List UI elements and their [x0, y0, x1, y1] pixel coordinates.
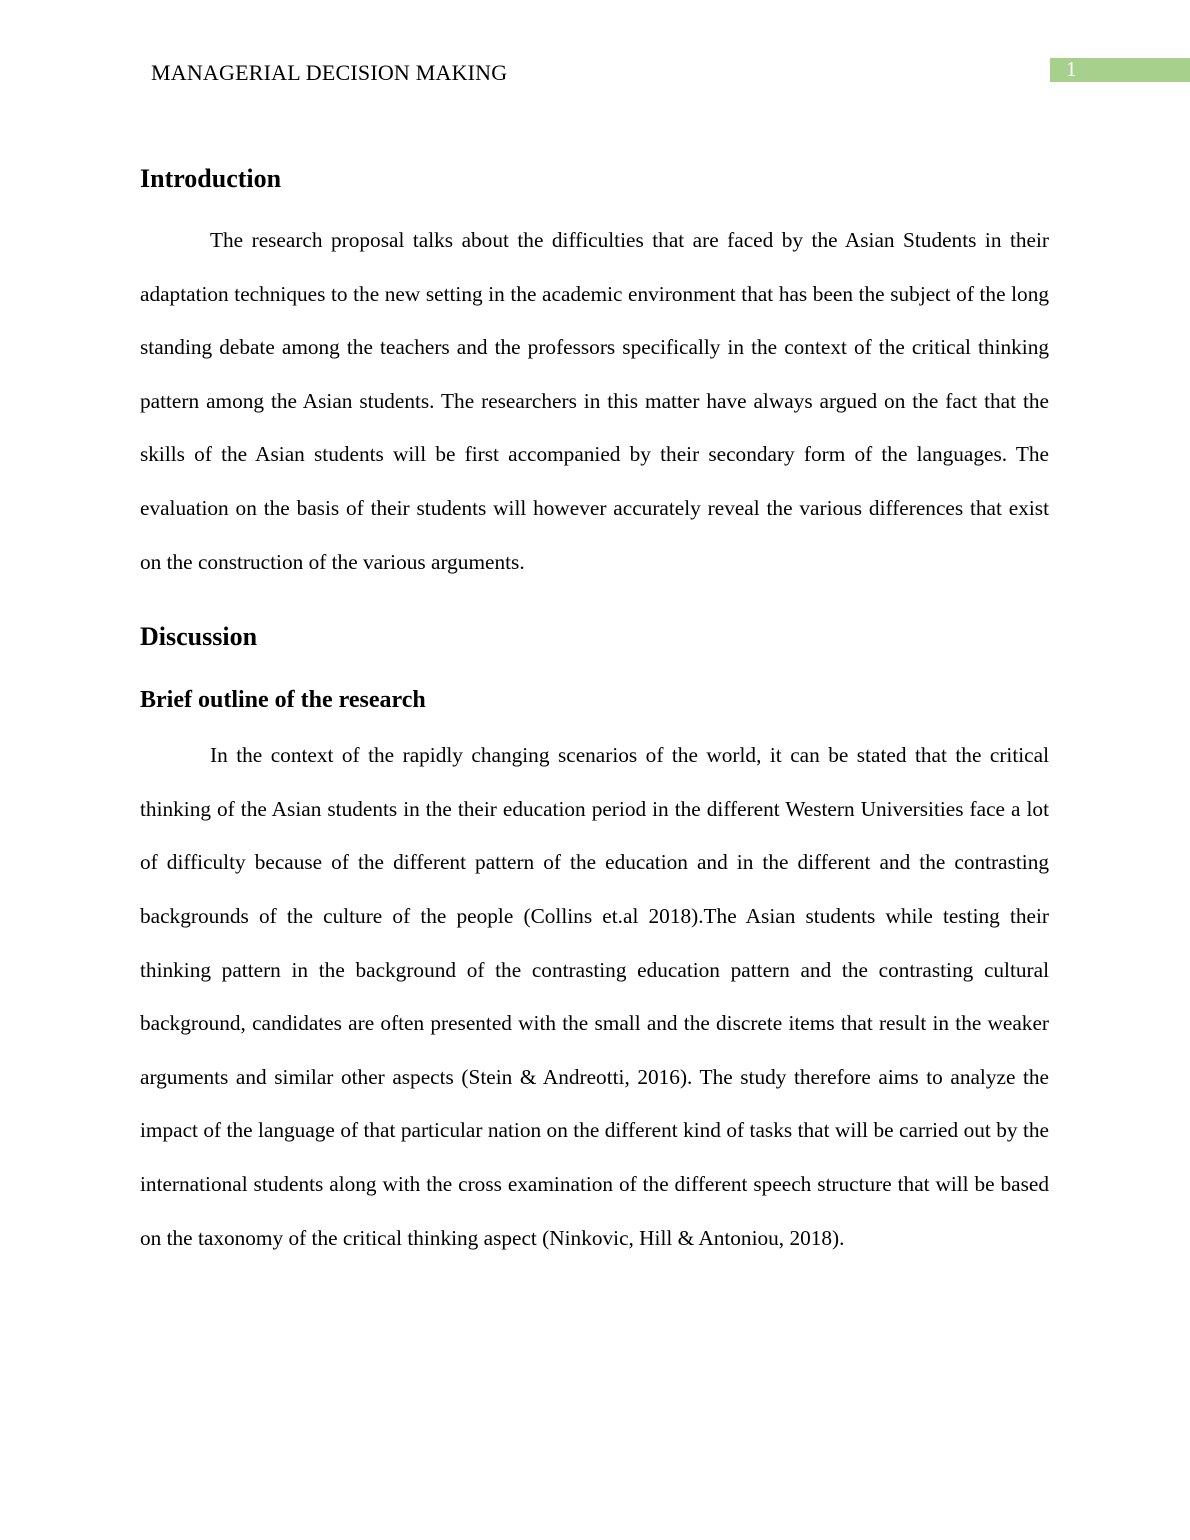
research-outline-heading: Brief outline of the research [140, 687, 426, 714]
page-number-box [1050, 58, 1190, 82]
running-head: MANAGERIAL DECISION MAKING [151, 60, 508, 85]
introduction-heading: Introduction [140, 164, 282, 193]
document-body [140, 156, 1049, 1265]
introduction-paragraph: The research proposal talks about the difficulties that are faced by the Asian Students in their adaptation techniques to the new setting in the academic environment that has been the subject of the long standing debate among the teachers and the professors specifically in the context of the critical thinking pattern among the Asian students. The researchers in this matter have always argued on the fact that the skills of the Asian students will be first accompanied by their secondary form of the languages. The evaluation on the basis of their students will however accurately reveal the various differences that exist on the construction of the various arguments. [140, 228, 1049, 574]
research-outline-paragraph: In the context of the rapidly changing scenarios of the world, it can be stated that the critical thinking of the Asian students in the their education period in the different Western Universities face a lot of difficulty because of the different pattern of the education and in the different and the contrasting backgrounds of the culture of the people (Collins et.al 2018).The Asian students while testing their thinking pattern in the background of the contrasting education pattern and the contrasting cultural background, candidates are often presented with the small and the discrete items that result in the weaker arguments and similar other aspects (Stein & Andreotti, 2016). The study therefore aims to analyze the impact of the language of that particular nation on the different kind of tasks that will be carried out by the international students along with the cross examination of the different speech structure that will be based on the taxonomy of the critical thinking aspect (Ninkovic, Hill & Antoniou, 2018). [140, 743, 1049, 1250]
discussion-heading: Discussion [140, 622, 258, 652]
page-number: 1 [1066, 57, 1077, 81]
